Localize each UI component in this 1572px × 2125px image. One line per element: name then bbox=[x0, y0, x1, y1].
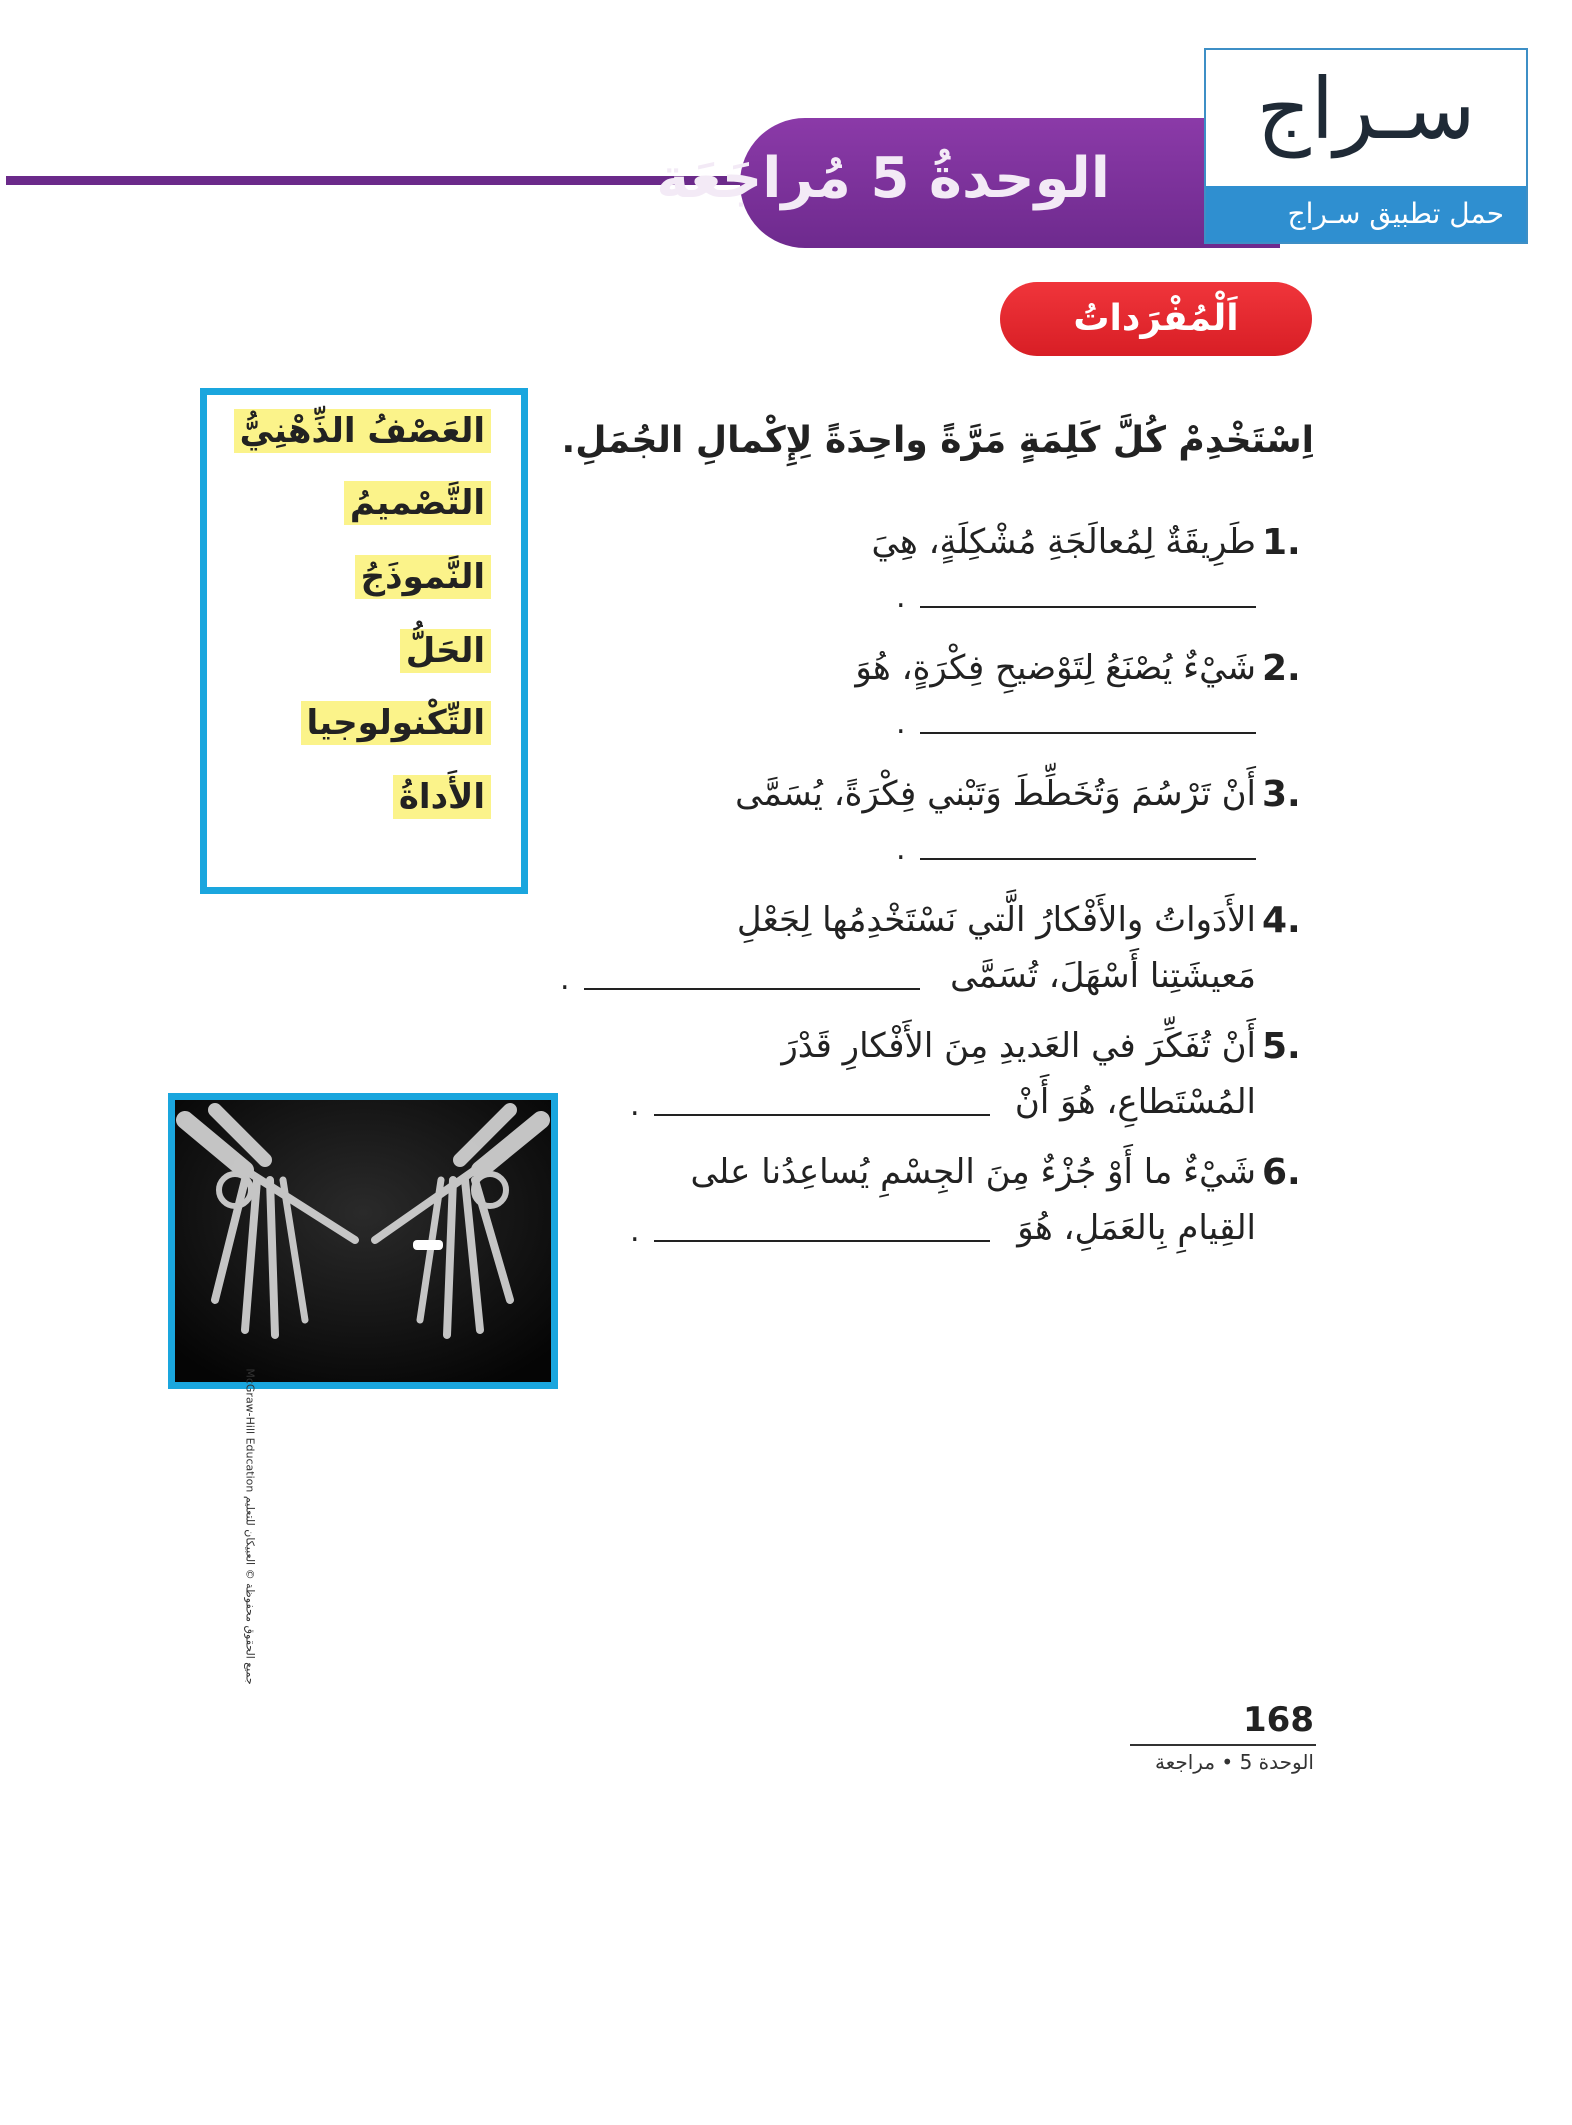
ring-mark bbox=[413, 1240, 443, 1250]
publisher-credit: McGraw-Hill Education جميع الحقوق محفوظة © العبيكان للتعليم bbox=[243, 1368, 257, 1685]
question-text: القِيامِ بِالعَمَلِ، هُوَ bbox=[1017, 1208, 1256, 1248]
answer-blank[interactable] bbox=[584, 988, 920, 990]
question-text: أَنْ تُفَكِّرَ في العَديدِ مِنَ الأَفْكارِ قَدْرَ bbox=[781, 1026, 1256, 1066]
period-mark: . bbox=[560, 962, 570, 997]
period-mark: . bbox=[896, 580, 906, 615]
question-text: المُسْتَطاعِ، هُوَ أَنْ bbox=[1014, 1082, 1256, 1122]
period-mark: . bbox=[896, 706, 906, 741]
answer-blank[interactable] bbox=[920, 858, 1256, 860]
word-bank bbox=[200, 388, 528, 894]
word-bank-item: العَصْفُ الذِّهْنِيُّ bbox=[234, 409, 491, 453]
answer-blank[interactable] bbox=[654, 1240, 990, 1242]
period-mark: . bbox=[896, 832, 906, 867]
word-bank-item: التِّكْنولوجيا bbox=[301, 701, 492, 745]
answer-blank[interactable] bbox=[920, 606, 1256, 608]
question-text: طَرِيقَةٌ لِمُعالَجَةِ مُشْكِلَةٍ، هِيَ bbox=[871, 522, 1256, 562]
word-bank-item: الأَداةُ bbox=[393, 775, 491, 819]
question-text: الأَدَواتُ والأَفْكارُ الَّتي نَسْتَخْدِمُها لِجَعْلِ bbox=[736, 900, 1256, 940]
xray-hands-icon bbox=[175, 1100, 551, 1382]
question-number: 2. bbox=[1262, 648, 1301, 689]
footer-rule bbox=[1130, 1744, 1316, 1746]
word-bank-item: الحَلُّ bbox=[400, 629, 491, 673]
word-bank-item: التَّصْميمُ bbox=[344, 481, 491, 525]
logo-tagline: حمل تطبيق سـراج bbox=[1206, 186, 1526, 242]
question-number: 6. bbox=[1262, 1152, 1301, 1193]
word-bank-item: النَّموذَجُ bbox=[355, 555, 491, 599]
vocabulary-heading: اَلْمُفْرَداتُ bbox=[1000, 282, 1312, 356]
instruction-text: اِسْتَخْدِمْ كُلَّ كَلِمَةٍ مَرَّةً واحِدَةً لِإِكْمالِ الجُمَلِ. bbox=[561, 420, 1314, 461]
logo-wordmark: سـراج bbox=[1256, 60, 1476, 158]
question-text: شَيْءٌ ما أَوْ جُزْءٌ مِنَ الجِسْمِ يُساعِدُنا على bbox=[690, 1152, 1256, 1192]
footer-subtitle: الوحدة 5 • مراجعة bbox=[1155, 1750, 1314, 1774]
question-number: 1. bbox=[1262, 522, 1301, 563]
question-text: شَيْءٌ يُصْنَعُ لِتَوْضيحِ فِكْرَةٍ، هُوَ bbox=[855, 648, 1256, 688]
xray-hands-image bbox=[168, 1093, 558, 1389]
question-number: 5. bbox=[1262, 1026, 1301, 1067]
period-mark: . bbox=[630, 1214, 640, 1249]
question-number: 3. bbox=[1262, 774, 1301, 815]
question-text: أَنْ تَرْسُمَ وَتُخَطِّطَ وَتَبْني فِكْرَةً، يُسَمَّى bbox=[735, 774, 1256, 814]
question-number: 4. bbox=[1262, 900, 1301, 941]
unit-title: الوحدةُ 5 مُراجَعَة bbox=[656, 146, 1110, 211]
page-number: 168 bbox=[1243, 1700, 1314, 1740]
unit-banner bbox=[656, 118, 1280, 248]
answer-blank[interactable] bbox=[920, 732, 1256, 734]
question-text: مَعيشَتِنا أَسْهَلَ، تُسَمَّى bbox=[950, 956, 1256, 996]
siraj-logo[interactable] bbox=[1204, 48, 1528, 244]
answer-blank[interactable] bbox=[654, 1114, 990, 1116]
period-mark: . bbox=[630, 1088, 640, 1123]
